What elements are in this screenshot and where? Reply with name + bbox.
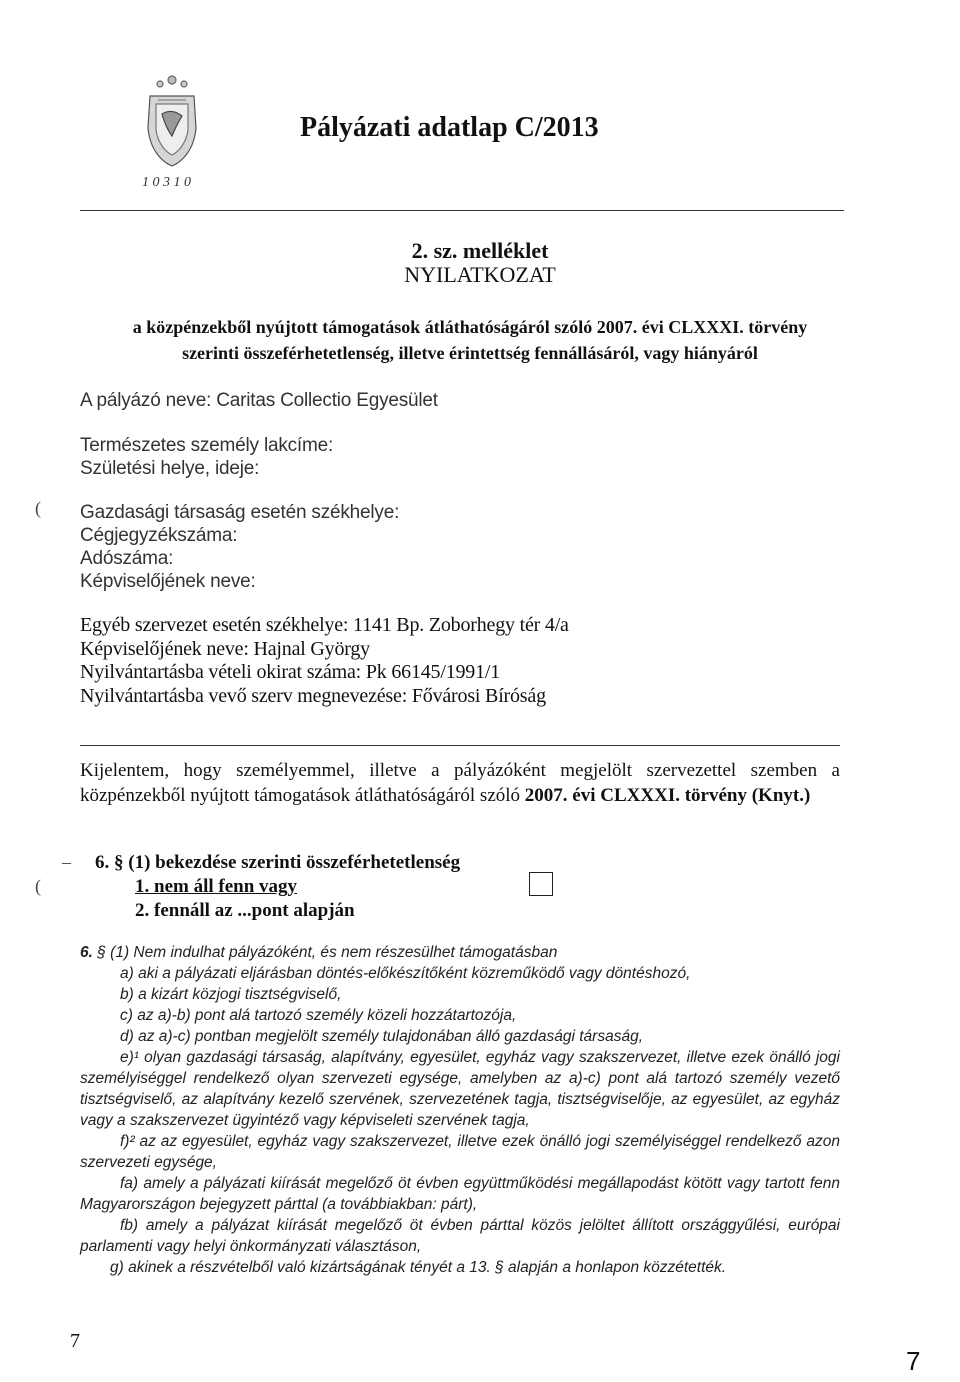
margin-mark: ( (35, 876, 41, 896)
legal-point-a: a) aki a pályázati eljárásban döntés-előkészítőként közreműködő vagy döntéshozó, (120, 965, 691, 982)
annex-number: 2. sz. melléklet (411, 238, 549, 263)
legal-intro-number: 6. (80, 944, 93, 961)
company-seat-field: Gazdasági társaság esetén székhelye: (80, 502, 400, 523)
other-org-seat-field: Egyéb szervezet esetén székhelye: 1141 Bp. Zoborhegy tér 4/a (80, 614, 569, 636)
handwritten-mark: 7 (906, 1346, 921, 1376)
divider (80, 745, 840, 746)
declaration-text: Kijelentem, hogy személyemmel, illetve a pályázóként megjelölt szervezettel szemben a közpénzekből nyújtott támogatások átláthatóságáról szóló (80, 760, 840, 806)
legal-point-b: b) a kizárt közjogi tisztségviselő, (120, 986, 342, 1003)
registering-body-field: Nyilvántartásba vevő szerv megnevezése: Fővárosi Bíróság (80, 685, 546, 707)
section-heading: 6. § (1) bekezdése szerinti összeférhetetlenség (95, 852, 461, 873)
option-not-applicable (135, 876, 297, 898)
legal-point-f: f)² az az egyesület, egyház vagy szakszervezet, illetve ezek önálló jogi személyiséggel rendelkező azon szervezeti egysége, (80, 1133, 840, 1171)
page-number: 7 (70, 1330, 80, 1352)
document-heading: NYILATKOZAT (404, 262, 556, 287)
legal-point-g: g) akinek a részvételből való kizártságának tényét a 13. § alapján a honlapon közzétették. (110, 1259, 727, 1276)
applicant-name-field: A pályázó neve: Caritas Collectio Egyesület (80, 390, 438, 411)
coat-of-arms-logo (132, 70, 212, 190)
legal-text (80, 942, 840, 1278)
crest-caption: 1 0 3 1 0 (142, 175, 191, 190)
legal-point-c: c) az a)-b) pont alá tartozó személy közeli hozzátartozója, (120, 1007, 517, 1024)
applicability-checkbox[interactable] (529, 872, 553, 896)
registration-no-field: Nyilvántartásba vételi okirat száma: Pk 66145/1991/1 (80, 661, 501, 683)
birth-place-date-field: Születési helye, ideje: (80, 458, 260, 479)
law-reference: 2007. évi CLXXXI. törvény (Knyt.) (524, 785, 811, 806)
divider (80, 210, 844, 211)
company-reg-no-field: Cégjegyzékszáma: (80, 525, 238, 546)
declaration-paragraph (80, 758, 840, 808)
tax-no-field: Adószáma: (80, 548, 174, 569)
margin-dash: – (62, 852, 71, 872)
legal-point-fa: fa) amely a pályázati kiírását megelőző öt évben együttműködési megállapodást kötött vagy tartott fenn Magyarországon bejegyzett párttal (a továbbiakban: párt), (80, 1175, 840, 1213)
company-rep-field: Képviselőjének neve: (80, 571, 256, 592)
option-1-label: 1. nem áll fenn vagy (135, 876, 298, 897)
legal-point-e: e)¹ olyan gazdasági társaság, alapítvány, egyesület, egyház vagy szakszervezet, illetve ezek önálló jogi személyiséggel rendelkező olyan szervezeti egysége, amelyben az a)-c) pont alá tartozó személy vezető tisztségviselő, az alapítvány kezelő szervének, szervezetének tagja, tisztségviselője, az egyesület, az egyház vagy a szakszervezet ügyintéző vagy képviseleti szervének tagja, (80, 1049, 840, 1129)
natural-person-address-field: Természetes személy lakcíme: (80, 435, 334, 456)
option-applicable: 2. fennáll az ...pont alapján (135, 900, 355, 921)
document-subtitle (80, 314, 860, 366)
subtitle-line-2: szerinti összeférhetetlenség, illetve érintettség fennállásáról, vagy hiányáról (182, 343, 758, 363)
page-title: Pályázati adatlap C/2013 (300, 112, 599, 143)
subtitle-line-1: a közpénzekből nyújtott támogatások átláthatóságáról szóló 2007. évi CLXXXI. törvény (132, 317, 808, 337)
margin-mark: ( (35, 498, 41, 518)
legal-intro: § (1) Nem indulhat pályázóként, és nem részesülhet támogatásban (97, 944, 558, 961)
other-org-rep-field: Képviselőjének neve: Hajnal György (80, 638, 370, 660)
legal-point-d: d) az a)-c) pontban megjelölt személy tulajdonában álló gazdasági társaság, (120, 1028, 643, 1045)
legal-point-fb: fb) amely a pályázat kiírását megelőző öt évben párttal közös jelöltet állított országgyűlési, európai parlamenti vagy helyi önkormányzati választáson, (80, 1217, 840, 1255)
